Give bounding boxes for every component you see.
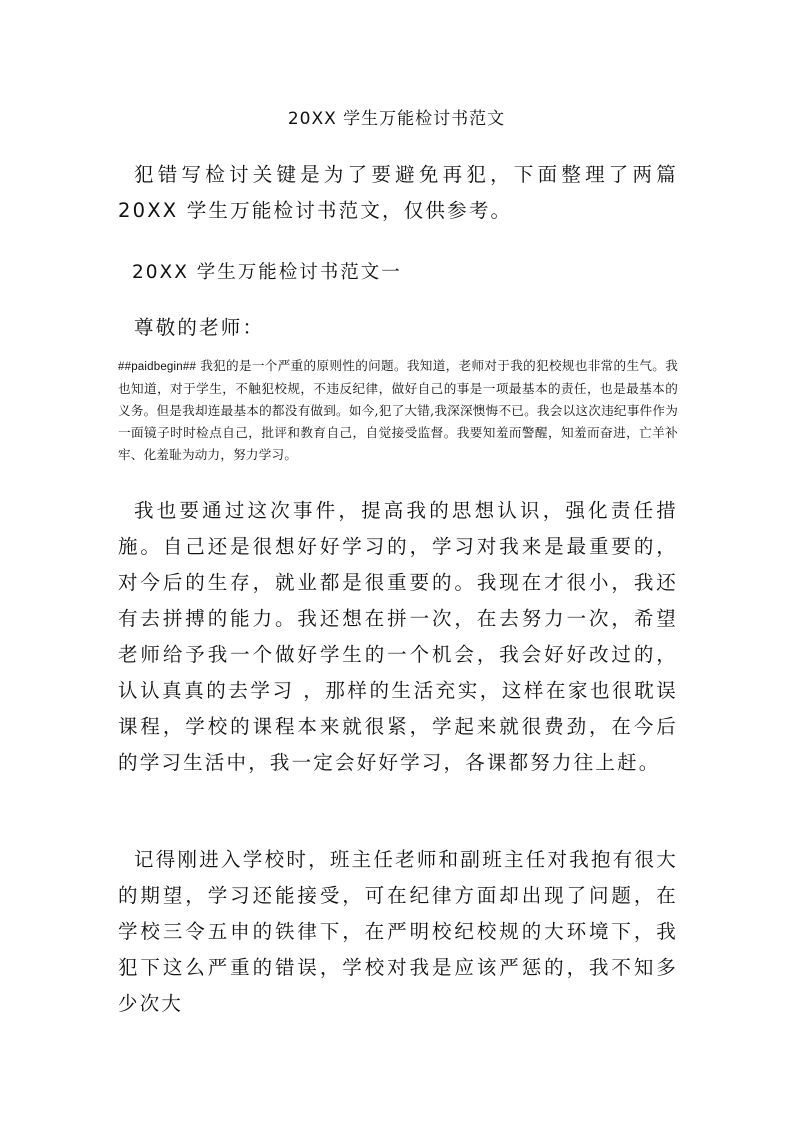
small-print-text: 我犯的是一个严重的原则性的问题。我知道，老师对于我的犯校规也非常的生气。我也知道，对于学生，不触犯校规，不违反纪律，做好自己的事是一项最基本的责任，也是最基本的义务。但是我却连最基本的都没有做到。如今,犯了大错,我深深懊悔不已。我会以这次违纪事件作为一面镜子时时检点自己，批评和教育自己，自觉接受监督。我要知羞而警醒，知羞而奋进，亡羊补牢、化羞耻为动力，努力学习。 (118, 358, 678, 462)
intro-paragraph: 犯错写检讨关键是为了要避免再犯，下面整理了两篇 20XX 学生万能检讨书范文，仅供参考。 (118, 163, 678, 222)
paid-marker: ##paidbegin## (118, 361, 197, 373)
body-paragraph-3: 记得刚进入学校时，班主任老师和副班主任对我抱有很大的期望，学习还能接受，可在纪律方面却出现了问题，在学校三令五申的铁律下，在严明校纪校规的大环境下，我犯下这么严重的错误，学校对我是应该严惩的，我不知多少次大 (118, 848, 678, 1015)
section-heading: 20XX 学生万能检讨书范文一 (132, 262, 402, 283)
salutation: 尊敬的老师： (134, 316, 265, 339)
body-paragraph-2: 我也要通过这次事件，提高我的思想认识，强化责任措施。自己还是很想好好学习的，学习对我来是最重要的，对今后的生存，就业都是很重要的。我现在才很小，我还有去拼搏的能力。我还想在拼一次，在去努力一次，希望老师给予我一个做好学生的一个机会，我会好好改过的，认认真真的去学习 ，那样的生活充实，这样在家也很耽误课程，学校的课程本来就很紧，学起来就很费劲，在今后的学习生活中，我一定会好好学习，各课都努力往上赶。 (118, 499, 678, 774)
document-title: 20XX 学生万能检讨书范文 (287, 109, 506, 129)
small-print-paragraph (118, 355, 678, 466)
